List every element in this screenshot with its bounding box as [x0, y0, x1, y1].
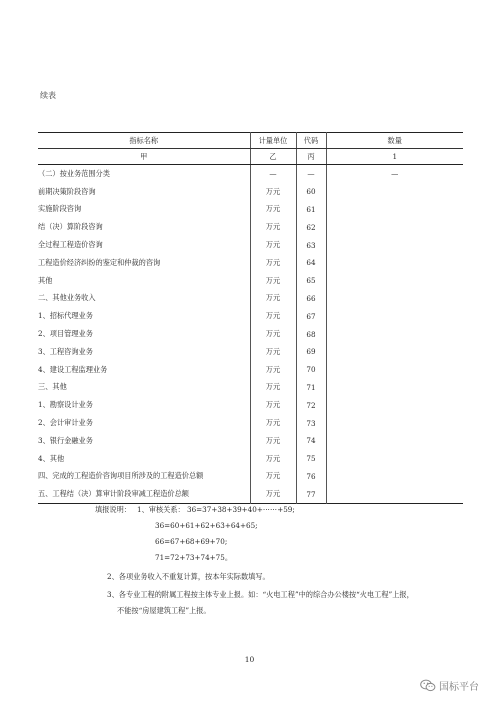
- row-quantity-cell: [326, 361, 463, 379]
- note-1-formula: 36=37+38+39+40+⋯⋯+59;: [187, 505, 295, 514]
- row-quantity-cell: [326, 201, 463, 219]
- table-row: [38, 396, 463, 414]
- watermark: [420, 678, 479, 693]
- subheader-quantity: 1: [326, 149, 463, 165]
- row-quantity-cell: [326, 485, 463, 503]
- row-unit-cell: 万元: [250, 414, 296, 432]
- row-unit-cell: 万元: [250, 343, 296, 361]
- row-unit-cell: 万元: [250, 396, 296, 414]
- row-unit-cell: 万元: [250, 272, 296, 290]
- table-row: [38, 183, 463, 201]
- row-code-cell: 66: [296, 290, 326, 308]
- row-code-cell: 63: [296, 236, 326, 254]
- watermark-text: 国标平台: [439, 682, 479, 693]
- row-unit-cell: 万元: [250, 201, 296, 219]
- note-1-formula: 71=72+73+74+75。: [155, 553, 233, 562]
- table-row: [38, 307, 463, 325]
- table-row: [38, 254, 463, 272]
- row-code-cell: 72: [296, 396, 326, 414]
- note-1-formula: 66=67+68+69+70;: [155, 537, 228, 546]
- row-code-cell: 68: [296, 325, 326, 343]
- row-quantity-cell: [326, 343, 463, 361]
- row-name-cell: 实施阶段咨询: [38, 204, 82, 214]
- row-name-cell: 前期决策阶段咨询: [38, 186, 96, 196]
- note-2: 2、各项业务收入不重复计算，按本年实际数填写。: [107, 572, 270, 581]
- row-code-cell: 61: [296, 201, 326, 219]
- notes-label: 填报说明：: [95, 505, 131, 514]
- row-quantity-cell: [326, 307, 463, 325]
- row-quantity-cell: [326, 432, 463, 450]
- row-quantity-cell: [326, 450, 463, 468]
- row-code-cell: 73: [296, 414, 326, 432]
- row-unit-cell: 万元: [250, 468, 296, 486]
- table-subheader-row: [38, 149, 463, 165]
- row-quantity-cell: [326, 236, 463, 254]
- row-quantity-cell: [326, 218, 463, 236]
- row-name-cell: 3、工程咨询业务: [38, 346, 93, 356]
- row-quantity-cell: [326, 468, 463, 486]
- subheader-name: 甲: [38, 149, 250, 165]
- row-name-cell: 2、会计审计业务: [38, 418, 93, 428]
- table-row: [38, 432, 463, 450]
- page-label: 续表: [40, 91, 56, 100]
- row-quantity-cell: —: [326, 165, 463, 183]
- row-name-cell: 二、其他业务收入: [38, 293, 96, 303]
- table-row: [38, 361, 463, 379]
- header-name: 指标名称: [38, 133, 250, 149]
- row-code-cell: 64: [296, 254, 326, 272]
- header-code: 代码: [296, 133, 326, 149]
- table-row: [38, 165, 463, 183]
- row-unit-cell: —: [250, 165, 296, 183]
- header-quantity: 数量: [326, 133, 463, 149]
- table-row: [38, 236, 463, 254]
- page-number: 10: [244, 655, 255, 664]
- row-name-cell: 3、银行金融业务: [38, 435, 93, 445]
- table-row: [38, 272, 463, 290]
- row-quantity-cell: [326, 396, 463, 414]
- row-code-cell: 62: [296, 218, 326, 236]
- wechat-icon: [420, 679, 436, 692]
- row-unit-cell: 万元: [250, 450, 296, 468]
- row-unit-cell: 万元: [250, 290, 296, 308]
- table-row: [38, 379, 463, 397]
- table-row: [38, 450, 463, 468]
- table-row: [38, 343, 463, 361]
- row-unit-cell: 万元: [250, 307, 296, 325]
- row-unit-cell: 万元: [250, 254, 296, 272]
- row-quantity-cell: [326, 183, 463, 201]
- row-code-cell: 60: [296, 183, 326, 201]
- table-row: [38, 485, 463, 503]
- note-3-line-2: 不能按“房屋建筑工程”上报。: [117, 606, 211, 615]
- row-name-cell: （二）按业务范围分类: [38, 168, 110, 178]
- row-name-cell: 4、其他: [38, 453, 65, 463]
- subheader-code: 丙: [296, 149, 326, 165]
- row-name-cell: 全过程工程造价咨询: [38, 240, 103, 250]
- row-name-cell: 四、完成的工程造价咨询项目所涉及的工程造价总额: [38, 471, 204, 481]
- header-unit: 计量单位: [250, 133, 296, 149]
- row-unit-cell: 万元: [250, 379, 296, 397]
- row-code-cell: 70: [296, 361, 326, 379]
- row-code-cell: 65: [296, 272, 326, 290]
- row-unit-cell: 万元: [250, 485, 296, 503]
- note-3-line-1: 3、各专业工程的附属工程按主体专业上报。如：“火电工程”中的综合办公楼按“火电工程”上报，: [107, 590, 414, 599]
- row-name-cell: 2、项目管理业务: [38, 329, 93, 339]
- table-row: [38, 290, 463, 308]
- row-code-cell: 71: [296, 379, 326, 397]
- row-unit-cell: 万元: [250, 432, 296, 450]
- row-code-cell: 67: [296, 307, 326, 325]
- statistics-table: [38, 132, 463, 504]
- subheader-unit: 乙: [250, 149, 296, 165]
- note-1-formula: 36=60+61+62+63+64+65;: [155, 521, 258, 530]
- row-name-cell: 三、其他: [38, 382, 67, 392]
- row-code-cell: 76: [296, 468, 326, 486]
- table-row: [38, 201, 463, 219]
- row-name-cell: 4、建设工程监理业务: [38, 364, 108, 374]
- row-name-cell: 其他: [38, 275, 53, 285]
- table-row: [38, 218, 463, 236]
- row-code-cell: 69: [296, 343, 326, 361]
- row-quantity-cell: [326, 379, 463, 397]
- row-name-cell: 1、招标代理业务: [38, 311, 93, 321]
- row-unit-cell: 万元: [250, 218, 296, 236]
- row-quantity-cell: [326, 254, 463, 272]
- row-quantity-cell: [326, 272, 463, 290]
- table-row: [38, 468, 463, 486]
- row-code-cell: 77: [296, 485, 326, 503]
- note-1-prefix: 1、审核关系：: [137, 505, 185, 514]
- table-row: [38, 414, 463, 432]
- row-unit-cell: 万元: [250, 236, 296, 254]
- row-name-cell: 1、勘察设计业务: [38, 400, 93, 410]
- row-unit-cell: 万元: [250, 183, 296, 201]
- row-unit-cell: 万元: [250, 361, 296, 379]
- table-row: [38, 325, 463, 343]
- row-name-cell: 工程造价经济纠纷的鉴定和仲裁的咨询: [38, 257, 161, 267]
- row-unit-cell: 万元: [250, 325, 296, 343]
- row-code-cell: 74: [296, 432, 326, 450]
- row-name-cell: 结（决）算阶段咨询: [38, 222, 103, 232]
- row-code-cell: 75: [296, 450, 326, 468]
- row-quantity-cell: [326, 290, 463, 308]
- row-code-cell: —: [296, 165, 326, 183]
- row-name-cell: 五、工程结（决）算审计阶段审减工程造价总额: [38, 489, 189, 499]
- row-quantity-cell: [326, 325, 463, 343]
- row-quantity-cell: [326, 414, 463, 432]
- table-header-row: [38, 133, 463, 149]
